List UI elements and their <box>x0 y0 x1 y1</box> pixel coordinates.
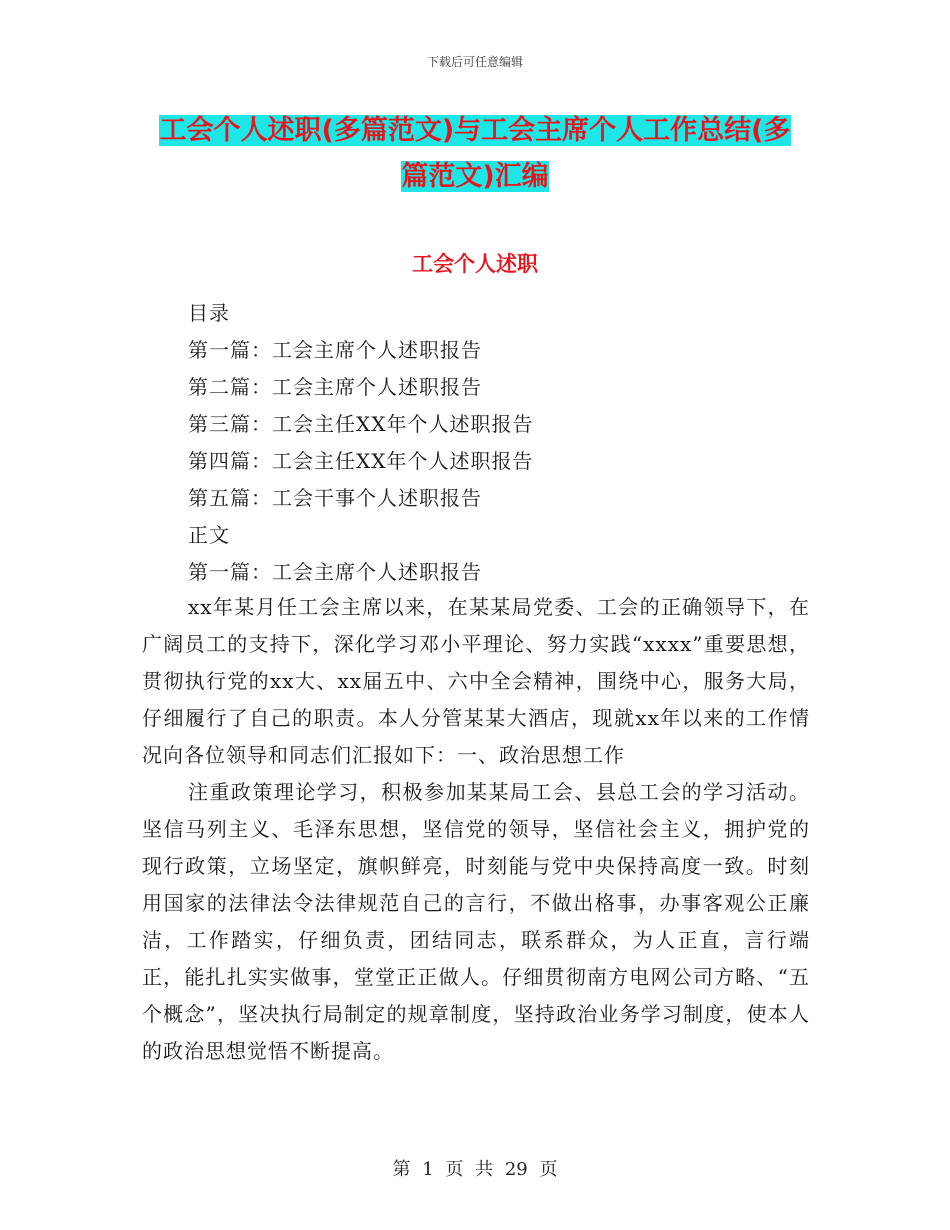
page-footer: 第 1 页 共 29 页 <box>392 1159 558 1180</box>
chapter-title: 第一篇：工会主席个人述职报告 <box>188 560 482 584</box>
toc-item-2: 第二篇：工会主席个人述职报告 <box>188 375 482 399</box>
body-paragraph-1: xx年某月任工会主席以来，在某某局党委、工会的正确领导下，在广阔员工的支持下，深化学习邓小平理论、努力实践“xxxx”重要思想，贯彻执行党的xx大、xx届五中、六中全会精神，围绕中心，服务大局，仔细履行了自己的职责。本人分管某某大酒店，现就xx年以来的工作情况向各位领导和同志们汇报如下：一、政治思想工作 <box>142 595 810 767</box>
document-title-line-2: 篇范文)汇编 <box>401 161 549 192</box>
header-note: 下载后可任意编辑 <box>426 55 523 69</box>
section-title: 工会个人述职 <box>412 252 538 276</box>
document-title-line-1: 工会个人述职(多篇范文)与工会主席个人工作总结(多 <box>159 115 791 146</box>
toc-item-3: 第三篇：工会主任XX年个人述职报告 <box>188 412 534 436</box>
body-heading: 正文 <box>188 523 230 547</box>
toc-item-5: 第五篇：工会干事个人述职报告 <box>188 486 482 510</box>
body-paragraph-2: 注重政策理论学习，积极参加某某局工会、县总工会的学习活动。坚信马列主义、毛泽东思想，坚信党的领导，坚信社会主义，拥护党的现行政策，立场坚定，旗帜鲜亮，时刻能与党中央保持高度一致。时刻用国家的法律法令法律规范自己的言行，不做出格事，办事客观公正廉洁，工作踏实，仔细负责，团结同志，联系群众，为人正直，言行端正，能扎扎实实做事，堂堂正正做人。仔细贯彻南方电网公司方略、“五个概念”，坚决执行局制定的规章制度，坚持政治业务学习制度，使本人的政治思想觉悟不断提高。 <box>142 780 810 1063</box>
toc-heading: 目录 <box>188 301 230 325</box>
toc-item-1: 第一篇：工会主席个人述职报告 <box>188 338 482 362</box>
document-title <box>140 108 810 200</box>
toc-item-4: 第四篇：工会主任XX年个人述职报告 <box>188 449 534 473</box>
